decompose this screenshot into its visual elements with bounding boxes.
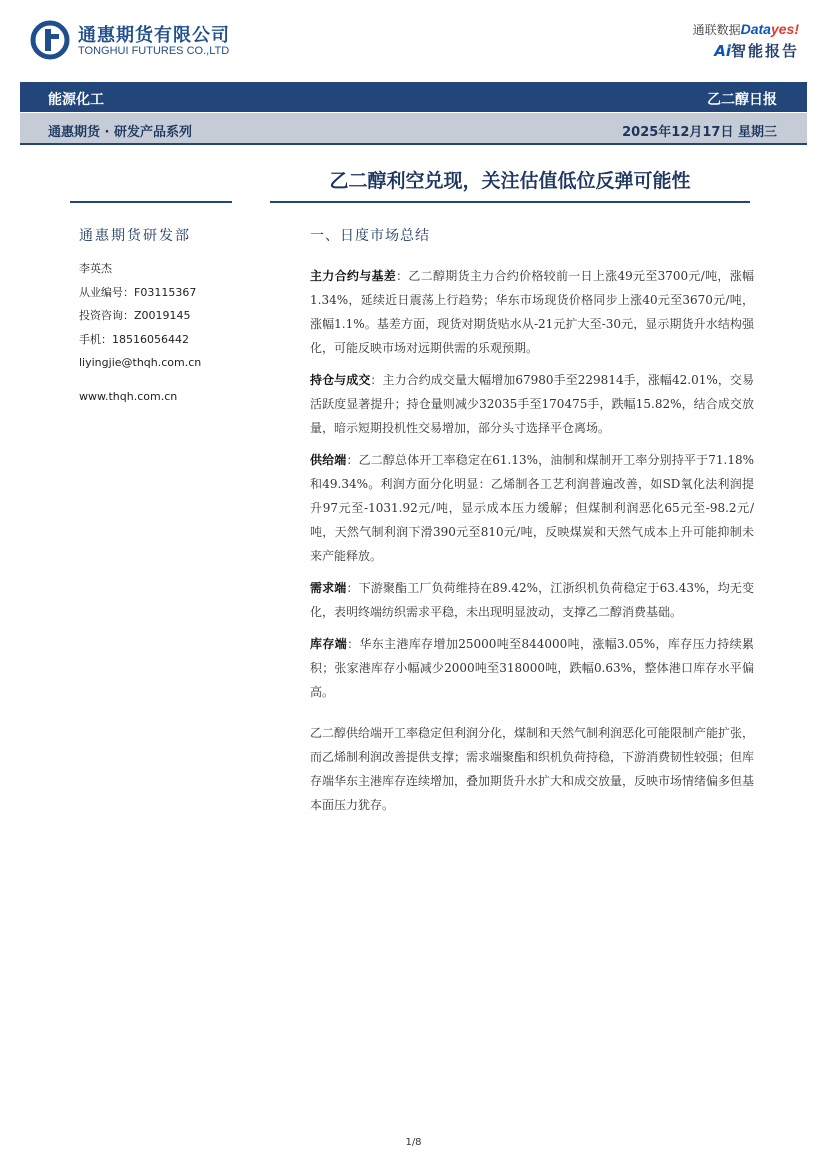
research-dept: 通惠期货研发部	[79, 228, 191, 244]
license-label: 从业编号：	[79, 285, 134, 299]
paragraph-position	[310, 368, 754, 440]
report-title: 乙二醇利空兑现，关注估值低位反弹可能性	[329, 170, 691, 192]
paragraph-inventory	[310, 632, 754, 704]
company-name-en: TONGHUI FUTURES CO.,LTD	[78, 45, 230, 57]
company-name-cn: 通惠期货有限公司	[78, 25, 230, 46]
paragraph-key: 库存端	[310, 637, 348, 651]
phone-label: 手机：	[79, 332, 112, 346]
author-name: 李英杰	[79, 262, 112, 275]
section-heading: 一、日度市场总结	[310, 228, 430, 244]
partner-logo	[693, 21, 799, 38]
ai-report-label	[714, 40, 799, 61]
license-line	[79, 281, 201, 305]
ai-badge: Ai	[714, 42, 731, 60]
paragraph-text: ：主力合约成交量大幅增加67980手至229814手，涨幅42.01%，交易活跃度显著提升；持仓量则减少32035手至170475手，跌幅15.82%，结合成交放量，暗示短期投机性交易增加，部分头寸选择平仓离场。	[310, 373, 754, 435]
license-number: F03115367	[134, 285, 197, 299]
phone-line	[79, 328, 201, 352]
series-label: 通惠期货 · 研发产品系列	[48, 125, 192, 140]
phone-number: 18516056442	[112, 332, 189, 346]
report-body	[310, 264, 754, 825]
paragraph-demand	[310, 576, 754, 624]
consult-line	[79, 304, 201, 328]
consult-number: Z0019145	[134, 309, 191, 322]
company-website[interactable]: www.thqh.com.cn	[79, 390, 178, 403]
company-logo-icon	[30, 20, 70, 60]
sidebar-divider	[70, 201, 232, 203]
author-info	[79, 257, 201, 375]
report-type-label: 乙二醇日报	[707, 92, 777, 108]
paragraph-text: ：下游聚酯工厂负荷维持在89.42%，江浙织机负荷稳定于63.43%，均无变化，表明终端纺织需求平稳，未出现明显波动，支撑乙二醇消费基础。	[310, 581, 754, 619]
summary-paragraph: 乙二醇供给端开工率稳定但利润分化，煤制和天然气制利润恶化可能限制产能扩张，而乙烯制利润改善提供支撑；需求端聚酯和织机负荷持稳，下游消费韧性较强；但库存端华东主港库存连续增加，叠加期货升水扩大和成交放量，反映市场情绪偏多但基本面压力犹存。	[310, 726, 755, 812]
paragraph-supply	[310, 448, 754, 568]
paragraph-text: ：乙二醇总体开工率稳定在61.13%，油制和煤制开工率分别持平于71.18%和49.34%。利润方面分化明显：乙烯制各工艺利润普遍改善，如SD氧化法利润提升97元至-1031.92元/吨，显示成本压力缓解；但煤制利润恶化65元至-98.2元/吨，天然气制利润下滑390元至810元/吨，反映煤炭和天然气成本上升可能抑制未来产能释放。	[310, 453, 754, 563]
partner-prefix: 通联数据	[692, 23, 741, 37]
category-band	[20, 82, 807, 112]
paragraph-basis	[310, 264, 754, 360]
paragraph-text: ：华东主港库存增加25000吨至844000吨，涨幅3.05%，库存压力持续累积；张家港库存小幅减少2000吨至318000吨，跌幅0.63%，整体港口库存水平偏高。	[310, 637, 754, 699]
report-date: 2025年12月17日 星期三	[622, 125, 777, 140]
content-divider	[270, 201, 750, 203]
page-number: 1/8	[405, 1137, 422, 1148]
category-label: 能源化工	[48, 92, 104, 108]
author-email[interactable]: liyingjie@thqh.com.cn	[79, 356, 202, 369]
paragraph-key: 持仓与成交	[310, 373, 371, 387]
report-label: 智能报告	[730, 42, 799, 60]
report-header	[0, 0, 827, 80]
paragraph-key: 需求端	[310, 581, 347, 595]
paragraph-key: 供给端	[310, 453, 347, 467]
partner-brand: Data	[740, 21, 771, 37]
consult-label: 投资咨询：	[79, 309, 134, 322]
series-band	[20, 113, 807, 145]
partner-suffix: yes!	[770, 21, 799, 37]
paragraph-text: ：乙二醇期货主力合约价格较前一日上涨49元至3700元/吨，涨幅1.34%，延续近日震荡上行趋势；华东市场现货价格同步上涨40元至3670元/吨，涨幅1.1%。基差方面，现货对期货贴水从-21元扩大至-30元，显示期货升水结构强化，可能反映市场对远期供需的乐观预期。	[310, 269, 754, 355]
paragraph-key: 主力合约与基差	[310, 269, 397, 283]
